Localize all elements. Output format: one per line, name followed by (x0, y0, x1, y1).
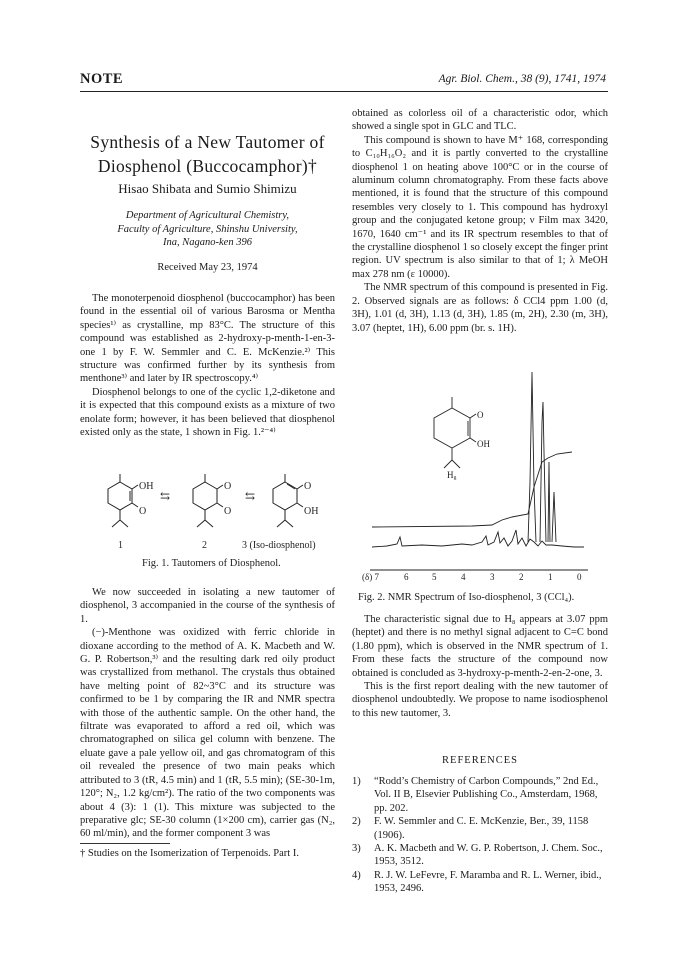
figure-2-caption: Fig. 2. NMR Spectrum of Iso-diosphenol, 3 (CCl₄). (358, 592, 575, 603)
figure-2-nmr-spectrum (352, 342, 608, 604)
dept-line-2: Faculty of Agriculture, Shinshu University, (117, 223, 298, 235)
figure-1-tautomers (80, 470, 335, 575)
label-o: O (304, 481, 312, 492)
affiliation (80, 209, 335, 250)
equilibrium-arrow: ⇆ (245, 489, 256, 503)
reference-item (352, 815, 608, 842)
compound-number-3: 3 (Iso-diosphenol) (242, 540, 316, 551)
paragraph: (−)-Menthone was oxidized with ferric chloride in dioxane according to the method of A. K. Macbeth and W. G. P. Robertson,³⁾ and the resulting dark red oily product was crystallized from methanol. The crystals thus obtained have melting point of 82~3°C and its structure was confirmed to be 1 by comparing the IR and NMR spectra with those of the authentic sample. On the other hand, the filtrate was evaporated to afford a red oil, which was chromatographed on silica gel column with benzene. The eluate gave a pale yellow oil, and gas chromatogram of this oil revealed the presence of two main peaks which attributed to 3 (tR, 4.5 min) and 1 (tR, 5.5 min); (SE-30-1m, 120°; N₂, 1.2 kg/cm²). The ratio of the two components was about 4 (3): 1 (1). This mixture was subjected to the preparative glc; SE-30 column (1×200 cm), carrier gas (N₂, 60 ml/min), and the former component 3 was (80, 627, 335, 840)
axis-tick-label: 6 (404, 572, 409, 582)
ring-structure-3 (273, 482, 297, 510)
left-column-top (80, 292, 335, 439)
compound-number-1: 1 (118, 540, 123, 551)
ref-text: “Rodd’s Chemistry of Carbon Compounds,” 2nd Ed., Vol. II B, Elsevier Publishing Co., Amsterdam, 1968, pp. 202. (374, 776, 599, 814)
ref-number: 3) (352, 843, 361, 855)
axis-tick-label: 3 (490, 572, 495, 582)
compound-number-2: 2 (202, 540, 207, 551)
dept-line-1: Department of Agricultural Chemistry, (125, 210, 290, 221)
footnote-rule (80, 843, 170, 844)
equilibrium-arrow: ⇆ (160, 489, 171, 503)
journal-citation: Agr. Biol. Chem., 38 (9), 1741, 1974 (438, 73, 606, 85)
spectrum-peaks (528, 372, 556, 542)
right-column-top (352, 107, 608, 335)
ring-structure-1 (108, 482, 132, 510)
ring-structure-2 (193, 482, 217, 510)
paragraph: This is the first report dealing with the new tautomer of diosphenol undoubtedly. We propose to name isodiosphenol to this new tautomer, 3. (352, 681, 608, 719)
section-label: NOTE (80, 71, 124, 87)
paragraph: The characteristic signal due to H₈ appears at 3.07 ppm (heptet) and there is no methyl signal adjacent to C=C bond (1.80 ppm), which is observed in the NMR spectrum of 1. From these facts the structure of the compound now obtained is concluded as 3-hydroxy-p-menth-2-en-2-one, 3. (352, 614, 608, 679)
label-oh: OH (139, 481, 154, 492)
nmr-label-o: O (477, 410, 484, 420)
axis-tick-label: 2 (519, 572, 524, 582)
title-line-2: Diosphenol (Buccocamphor)† (97, 156, 318, 176)
paragraph: Diosphenol belongs to one of the cyclic 1,2-diketone and it is expected that this compound exists as a mixture of two enolate form; however, it has been believed that diosphenol existed only as the state, 1 shown in Fig. 1.²⁻⁴⁾ (80, 386, 335, 439)
ref-number: 4) (352, 869, 361, 881)
paragraph: This compound is shown to have M⁺ 168, corresponding to C₁₀H₁₆O₂ and it is partly converted to the crystalline diosphenol 1 on heating above 100°C or in the course of aluminum column chromatography. From these facts above mentioned, it is found that the structure of this compound resembles very closely to 1. This compound has hydroxyl group and the conjugated ketone group; ν Film max 3420, 1670, 1640 cm⁻¹ and its IR spectrum resembles to that of the crystalline diosphenol 1 so closely except the finger print region. UV spectrum is also similar to that of 1; λ MeOH max 278 nm (ε 10000). (352, 134, 608, 280)
axis-tick-label: 1 (548, 572, 553, 582)
nmr-molecule-ring (434, 408, 470, 448)
ref-text: F. W. Semmler and C. E. McKenzie, Ber., 39, 1158 (1906). (374, 816, 589, 841)
axis-tick-label: 4 (461, 572, 466, 582)
ref-text: R. J. W. LeFevre, F. Maramba and R. L. Werner, ibid., 1953, 2496. (374, 869, 602, 895)
left-column-bottom (80, 586, 335, 841)
references-heading: REFERENCES (442, 755, 518, 766)
reference-item (352, 842, 608, 869)
nmr-label-oh: OH (477, 439, 490, 449)
paragraph: The monoterpenoid diosphenol (buccocamphor) has been found in the essential oil of various Barosma or Mentha species¹⁾ as crystalline, mp 83°C. The structure of this compound was established as 2-hydroxy-p-menth-1-en-3-one 1 by F. W. Semmler and C. E. McKenzie.²⁾ This structure was confirmed further by its synthesis from menthone³⁾ and later by IR spectroscopy.⁴⁾ (80, 293, 335, 385)
right-column-bottom (352, 613, 608, 720)
received-date: Received May 23, 1974 (157, 262, 258, 273)
integral-trace (372, 452, 572, 527)
reference-item (352, 775, 608, 815)
title-line-1: Synthesis of a New Tautomer of (90, 132, 325, 152)
label-oh: OH (304, 506, 319, 517)
paragraph: We now succeeded in isolating a new tautomer of diosphenol, 3 accompanied in the course of the synthesis of 1. (80, 587, 335, 625)
figure-1-caption: Fig. 1. Tautomers of Diosphenol. (142, 558, 281, 569)
dept-line-3: Ina, Nagano-ken 396 (163, 237, 252, 248)
axis-tick-label: 5 (432, 572, 437, 582)
ref-number: 1) (352, 776, 361, 787)
label-o: O (139, 506, 147, 517)
axis-tick-label: 0 (577, 572, 582, 582)
paragraph: obtained as colorless oil of a characteristic odor, which showed a single spot in GLC and TLC. (352, 108, 608, 133)
references-list (352, 775, 608, 896)
article-title (80, 130, 335, 178)
nmr-label-h8: H₈ (447, 470, 457, 480)
paragraph: The NMR spectrum of this compound is presented in Fig. 2. Observed signals are as follows: δ CCl4 ppm 1.00 (d, 3H), 1.01 (d, 3H), 1.13 (d, 3H), 1.85 (m, 2H), 2.30 (m, 3H), 3.07 (heptet, 1H), 6.00 ppm (br. s. 1H). (352, 282, 608, 334)
header-rule (80, 91, 608, 92)
authors: Hisao Shibata and Sumio Shimizu (118, 181, 297, 196)
ref-number: 2) (352, 816, 361, 828)
axis-tick-label: (δ) 7 (362, 572, 379, 582)
label-o: O (224, 506, 232, 517)
reference-item (352, 869, 608, 896)
footnote: † Studies on the Isomerization of Terpenoids. Part I. (80, 848, 299, 859)
ref-text: A. K. Macbeth and W. G. P. Robertson, J. Chem. Soc., 1953, 3512. (374, 843, 603, 868)
label-o: O (224, 481, 232, 492)
